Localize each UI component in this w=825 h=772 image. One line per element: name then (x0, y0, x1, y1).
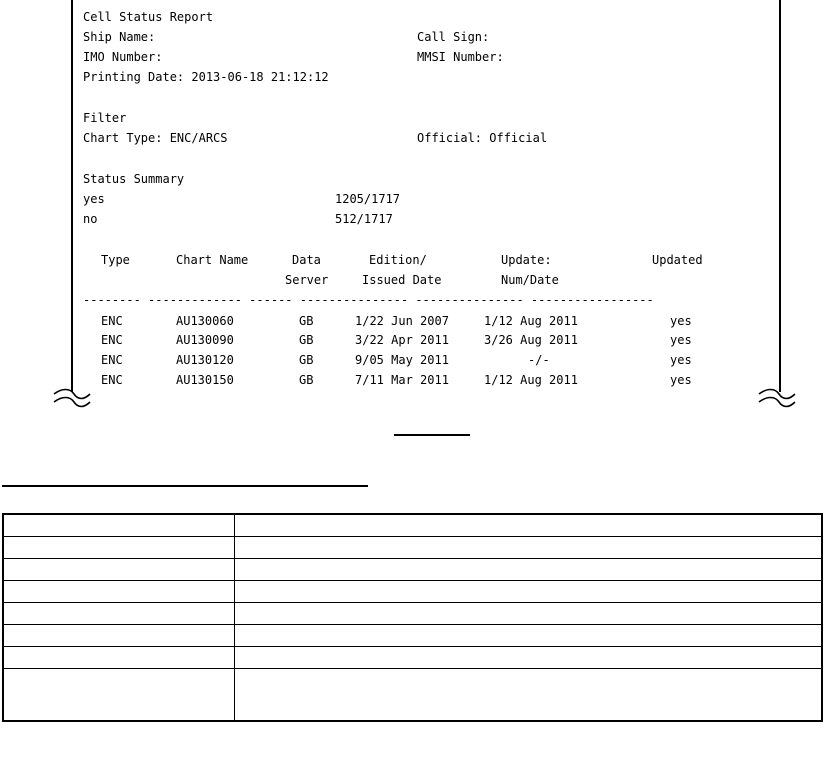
table-cell-description (235, 581, 823, 603)
table-row-update: 1/12 Aug 2011 (484, 314, 578, 328)
summary-no-label: no (83, 212, 98, 226)
official-filter: Official: Official (417, 131, 548, 145)
chart-type: Chart Type: ENC/ARCS (83, 131, 228, 145)
cell-status-report (71, 0, 781, 392)
table-cell-description (235, 537, 823, 559)
table-cell-description (235, 669, 823, 722)
table-cell-description (235, 514, 823, 537)
col-updated: Updated (652, 253, 703, 267)
col-update-1: Update: (501, 253, 552, 267)
table-cell-item (3, 537, 235, 559)
table-row (3, 669, 822, 722)
table-row-update: 1/12 Aug 2011 (484, 373, 578, 387)
table-row-server: GB (299, 353, 314, 367)
col-edition-2: Issued Date (362, 273, 442, 287)
col-data-server-2: Server (285, 273, 329, 287)
table-row-edition: 1/22 Jun 2007 (355, 314, 449, 328)
table-row-updated: yes (670, 314, 692, 328)
table-row-edition: 9/05 May 2011 (355, 353, 449, 367)
table-cell-item (3, 647, 235, 669)
table-row-server: GB (299, 373, 314, 387)
table-cell-description (235, 647, 823, 669)
report-title: Cell Status Report (83, 10, 214, 24)
table-row-updated: yes (670, 353, 692, 367)
table-cell-description (235, 559, 823, 581)
table-row (3, 514, 822, 537)
table-row-chart-name: AU130120 (176, 353, 234, 367)
description-table (2, 513, 823, 722)
ship-name-label: Ship Name: (83, 30, 156, 44)
table-row-type: ENC (101, 353, 123, 367)
section-heading-underline (2, 485, 368, 487)
table-row-type: ENC (101, 333, 123, 347)
table-row-chart-name: AU130060 (176, 314, 234, 328)
table-row-chart-name: AU130150 (176, 373, 234, 387)
summary-yes-label: yes (83, 192, 105, 206)
table-cell-item (3, 625, 235, 647)
header-separator: -------- ------------- ------ --------------- --------------- ----------------- (83, 293, 654, 307)
table-row (3, 559, 822, 581)
table-row (3, 647, 822, 669)
table-row-type: ENC (101, 373, 123, 387)
table-cell-item (3, 514, 235, 537)
table-row-edition: 3/22 Apr 2011 (355, 333, 449, 347)
imo-number-label: IMO Number: (83, 50, 163, 64)
table-cell-item (3, 559, 235, 581)
table-row (3, 581, 822, 603)
printing-date: Printing Date: 2013-06-18 21:12:12 (83, 70, 329, 84)
break-wave-left-icon (52, 384, 92, 412)
table-row-edition: 7/11 Mar 2011 (355, 373, 449, 387)
table-row-chart-name: AU130090 (176, 333, 234, 347)
break-wave-right-icon (757, 384, 797, 412)
table-row-update: 3/26 Aug 2011 (484, 333, 578, 347)
table-row-updated: yes (670, 333, 692, 347)
table-cell-description (235, 625, 823, 647)
call-sign-label: Call Sign: (417, 30, 490, 44)
table-row (3, 537, 822, 559)
filter-heading: Filter (83, 111, 127, 125)
col-update-2: Num/Date (501, 273, 559, 287)
table-cell-item (3, 669, 235, 722)
table-row (3, 603, 822, 625)
table-row (3, 625, 822, 647)
col-chart-name: Chart Name (176, 253, 249, 267)
caption-underline (394, 434, 470, 436)
table-cell-item (3, 603, 235, 625)
summary-yes-value: 1205/1717 (335, 192, 401, 206)
table-row-update: -/- (528, 353, 550, 367)
col-type: Type (101, 253, 130, 267)
table-cell-description (235, 603, 823, 625)
table-row-server: GB (299, 314, 314, 328)
col-data-server-1: Data (292, 253, 321, 267)
table-row-updated: yes (670, 373, 692, 387)
col-edition-1: Edition/ (369, 253, 427, 267)
status-summary-heading: Status Summary (83, 172, 185, 186)
mmsi-number-label: MMSI Number: (417, 50, 504, 64)
table-row-server: GB (299, 333, 314, 347)
table-cell-item (3, 581, 235, 603)
summary-no-value: 512/1717 (335, 212, 393, 226)
table-row-type: ENC (101, 314, 123, 328)
